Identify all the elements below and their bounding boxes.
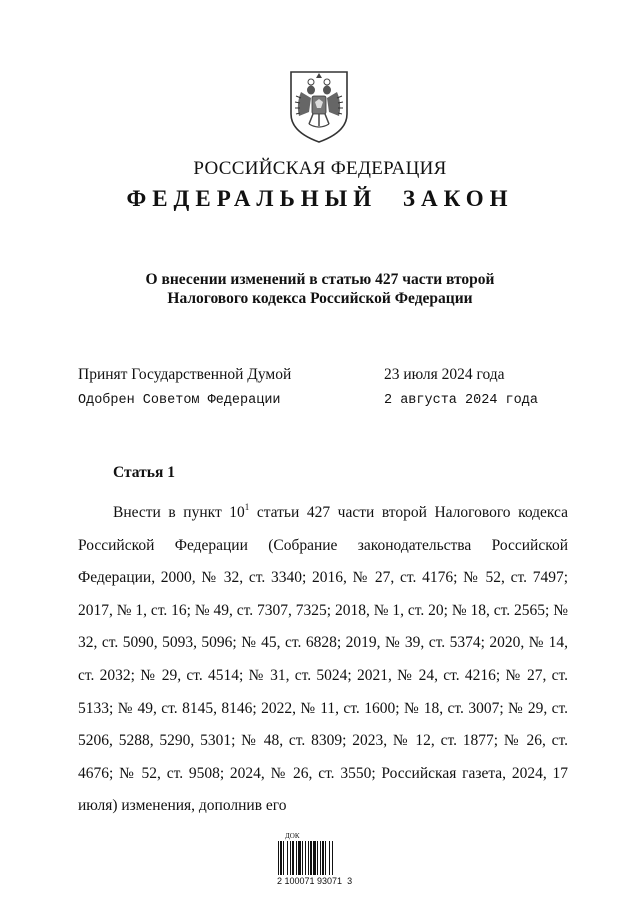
barcode-mark: ДОК — [285, 832, 300, 840]
article-heading: Статья 1 — [113, 464, 175, 481]
article-text-start: Внести в пункт 10 — [113, 504, 245, 521]
law-title — [0, 270, 640, 308]
duma-adoption-label: Принят Государственной Думой — [78, 366, 292, 383]
barcode-number: 2 100071 93071 3 — [277, 876, 353, 886]
coat-of-arms-emblem — [287, 68, 351, 144]
law-title-line: О внесении изменений в статью 427 части второй — [145, 271, 495, 288]
duma-adoption-date: 23 июля 2024 года — [384, 366, 505, 383]
document-type: ФЕДЕРАЛЬНЫЙ ЗАКОН — [126, 186, 514, 211]
law-title-line: Налогового кодекса Российской Федерации — [167, 290, 473, 307]
council-approval-label: Одобрен Советом Федерации — [78, 393, 281, 408]
council-approval-date: 2 августа 2024 года — [384, 393, 538, 408]
country-name: РОССИЙСКАЯ ФЕДЕРАЦИЯ — [193, 158, 447, 179]
article-text-rest: статьи 427 части второй Налогового кодекса Российской Федерации (Собрание законодательства Российской Федерации, 2000, № 32, ст. 3340; 2016, № 27, ст. 4176; № 52, ст. 7497; 2017, № 1, ст. 16; № 49, ст. 7307, 7325; 2018, № 1, ст. 20; № 18, ст. 2565; № 32, ст. 5090, 5093, 5096; № 45, ст. 6828; 2019, № 39, ст. 5374; 2020, № 14, ст. 2032; № 29, ст. 4514; № 31, ст. 5024; 2021, № 24, ст. 4216; № 27, ст. 5133; № 49, ст. 8145, 8146; 2022, № 11, ст. 1600; № 18, ст. 3007; № 29, ст. 5206, 5288, 5290, 5301; № 48, ст. 8309; 2023, № 12, ст. 1877; № 26, ст. 4676; № 52, ст. 9508; 2024, № 26, ст. 3550; Российская газета, 2024, 17 июля) изменения, дополнив его — [78, 504, 568, 815]
article-superscript: 1 — [244, 502, 250, 512]
article-body — [78, 497, 568, 823]
barcode-icon — [277, 841, 363, 875]
